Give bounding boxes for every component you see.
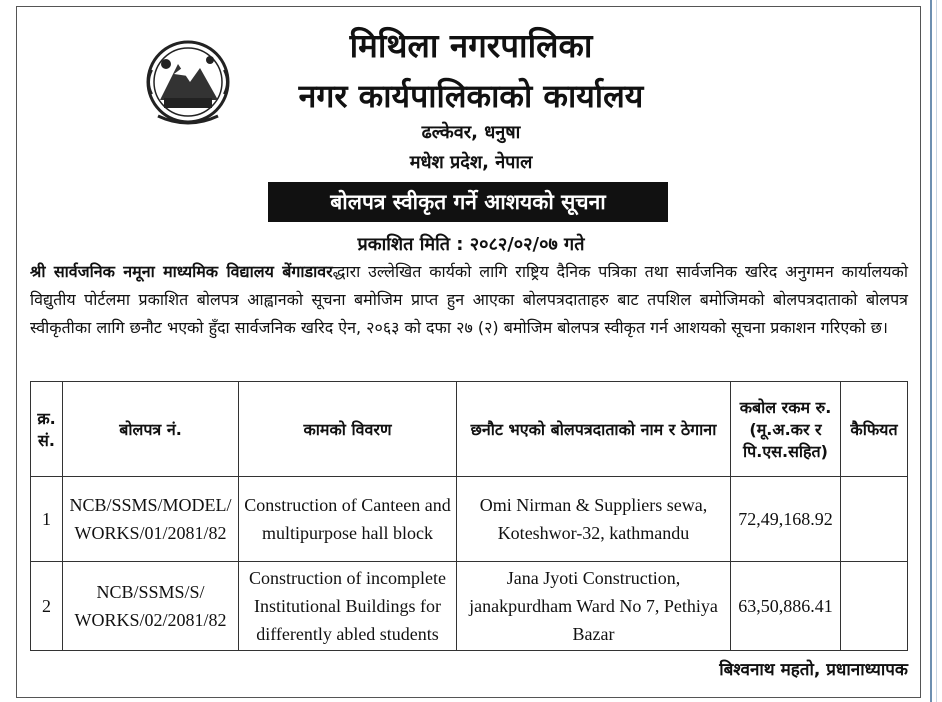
cell-bid-no: NCB/SSMS/MODEL/ WORKS/01/2081/82 — [63, 477, 239, 562]
header-bid-no: बोलपत्र नं. — [63, 382, 239, 477]
notice-body: द्धारा उल्लेखित कार्यको लागि राष्ट्रिय दैनिक पत्रिका तथा सार्वजनिक खरिद अनुगमन कार्यालयको विद्युतीय पोर्टलमा प्रकाशित बोलपत्र आह्वानको सूचना बमोजिम प्राप्त हुन आएका बोलपत्रदाताहरु बाट तपशिल बमोजिमको बोलपत्रदाताको बोलपत्र स्वीकृतीका लागि छनौट भएको हुँदा सार्वजनिक खरिद ऐन, २०६३ को दफा २७ (२) बमोजिम बोलपत्र स्वीकृत गर्न आशयको सूचना प्रकाशन गरिएको छ। — [30, 262, 908, 337]
office-title: नगर कार्यपालिकाको कार्यालय — [298, 77, 644, 115]
cell-amount: 72,49,168.92 — [731, 477, 841, 562]
school-name: श्री सार्वजनिक नमूना माध्यमिक विद्यालय बेंगाडावर — [30, 262, 333, 281]
table-header-row — [31, 382, 908, 477]
cell-bid-no: NCB/SSMS/S/ WORKS/02/2081/82 — [63, 562, 239, 651]
bid-table — [30, 381, 908, 651]
notice-paragraph — [30, 258, 908, 342]
header-description: कामको विवरण — [239, 382, 457, 477]
table-row — [31, 477, 908, 562]
signature: बिश्वनाथ महतो, प्रधानाध्यापक — [719, 660, 908, 680]
cell-amount: 63,50,886.41 — [731, 562, 841, 651]
notice-banner: बोलपत्र स्वीकृत गर्ने आशयको सूचना — [268, 182, 668, 222]
cell-bidder: Jana Jyoti Construction, janakpurdham Ward No 7, Pethiya Bazar — [457, 562, 731, 651]
table-row — [31, 562, 908, 651]
cell-description: Construction of incomplete Institutional Buildings for differently abled students — [239, 562, 457, 651]
header-bidder: छनौट भएको बोलपत्रदाताको नाम र ठेगाना — [457, 382, 731, 477]
cell-sn: 1 — [31, 477, 63, 562]
header-sn: क्र. सं. — [31, 382, 63, 477]
page-title: मिथिला नगरपालिका — [349, 26, 593, 65]
address-line-2: मधेश प्रदेश, नेपाल — [409, 152, 533, 173]
cell-bidder: Omi Nirman & Suppliers sewa, Koteshwor-32, kathmandu — [457, 477, 731, 562]
publish-date: प्रकाशित मिति : २०८२/०२/०७ गते — [357, 234, 585, 255]
cell-description: Construction of Canteen and multipurpose hall block — [239, 477, 457, 562]
header-remarks: कैफियत — [841, 382, 908, 477]
address-line-1: ढल्केवर, धनुषा — [421, 122, 521, 143]
cell-sn: 2 — [31, 562, 63, 651]
cell-remarks — [841, 562, 908, 651]
cell-remarks — [841, 477, 908, 562]
header-amount: कबोल रकम रु.(मू.अ.कर र पि.एस.सहित) — [731, 382, 841, 477]
